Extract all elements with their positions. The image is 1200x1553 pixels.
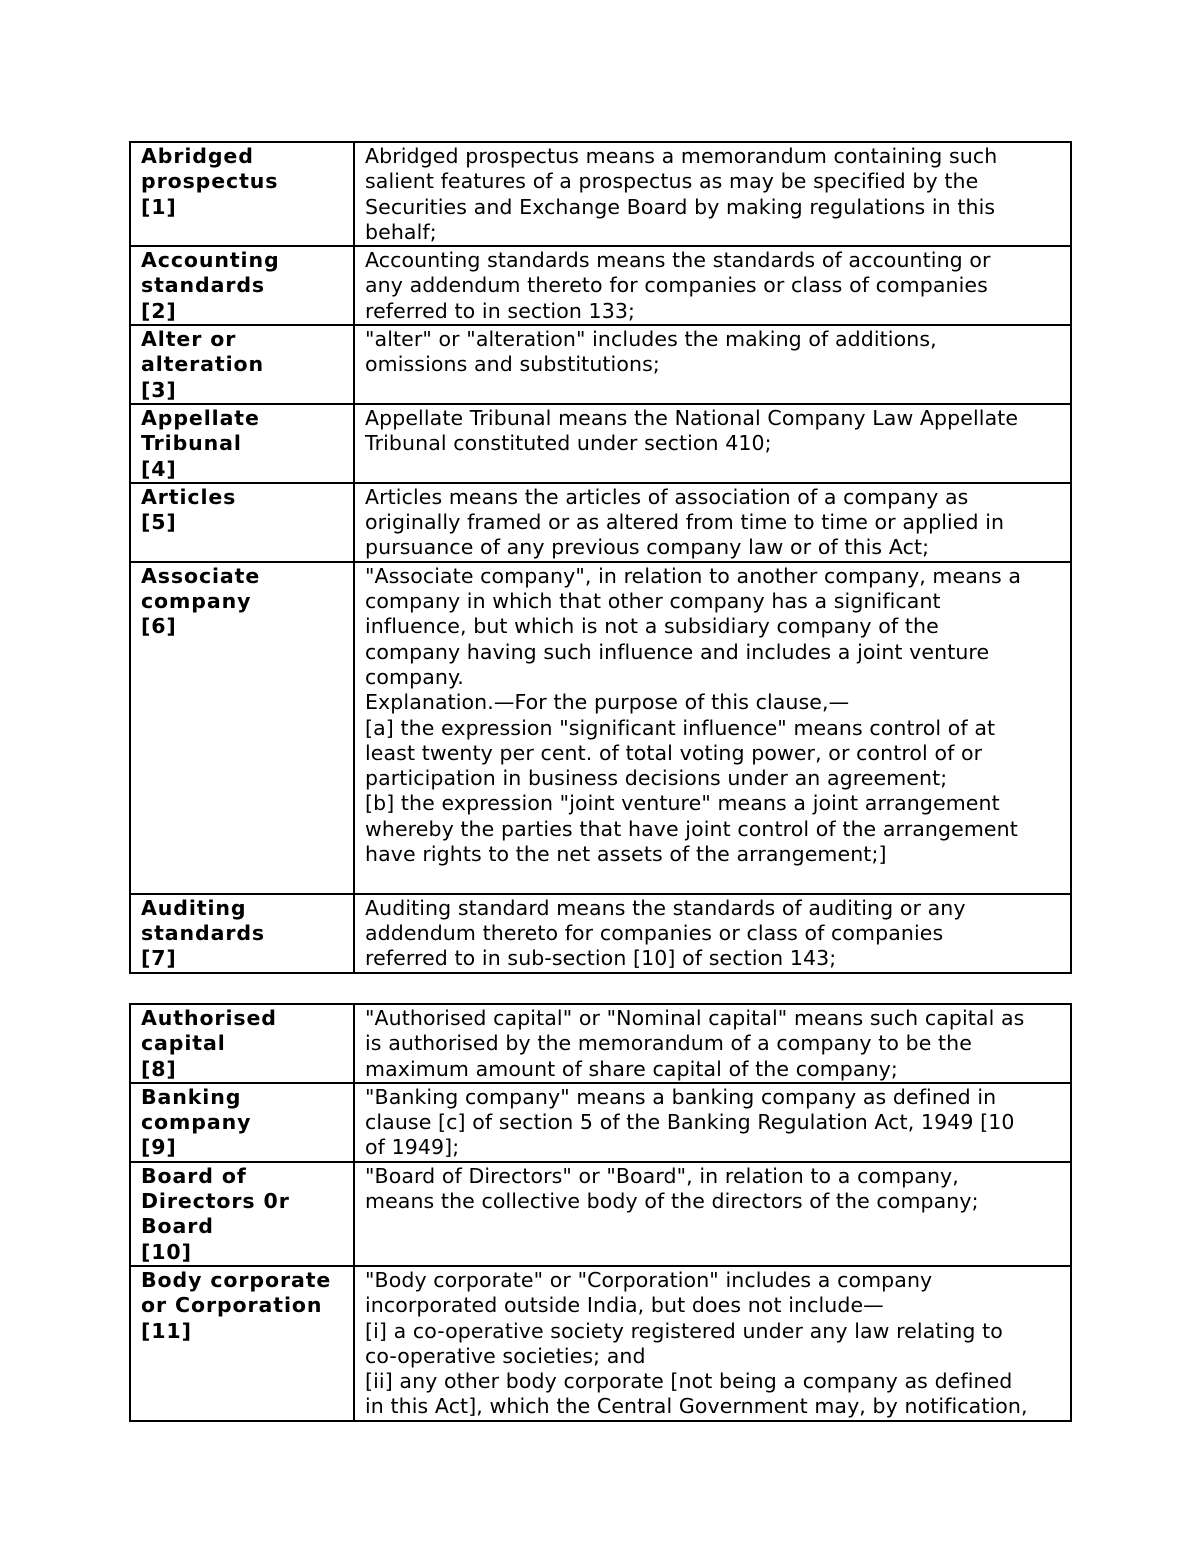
definition-line: company.: [365, 664, 464, 689]
term-cell: [130, 246, 354, 325]
definition-line: referred to in sub-section [10] of section 143;: [365, 946, 837, 971]
definition-line: "Authorised capital" or "Nominal capital" means such capital as: [365, 1006, 1025, 1030]
definition-cell: [354, 894, 1071, 973]
term-cell: [130, 325, 354, 404]
term-line: [1]: [141, 194, 177, 219]
term-line: Board: [141, 1214, 214, 1239]
definition-line: have rights to the net assets of the arrangement;]: [365, 842, 887, 867]
definition-line: [ii] any other body corporate [not being a company as defined: [365, 1369, 1013, 1394]
term-cell: [130, 483, 354, 562]
definition-line: [b] the expression "joint venture" means a joint arrangement: [365, 791, 1000, 816]
term-line: Abridged: [141, 144, 254, 168]
term-line: Associate: [141, 563, 261, 588]
definition-cell: [354, 246, 1071, 325]
definition-cell: [354, 562, 1071, 894]
term-line: company: [141, 589, 252, 614]
term-line: [5]: [141, 510, 177, 535]
definition-line: originally framed or as altered from time to time or applied in: [365, 510, 1005, 535]
term-line: [11]: [141, 1318, 192, 1343]
definition-line: Articles means the articles of association of a company as: [365, 484, 969, 509]
definition-line: of 1949];: [365, 1135, 460, 1160]
definition-line: influence, but which is not a subsidiary company of the: [365, 614, 939, 639]
table-row: [130, 562, 1071, 894]
table-row: [130, 325, 1071, 404]
term-line: standards: [141, 920, 266, 945]
definition-line: company in which that other company has a significant: [365, 589, 941, 614]
term-line: [8]: [141, 1056, 177, 1081]
definition-cell: [354, 142, 1071, 246]
definition-line: whereby the parties that have joint control of the arrangement: [365, 816, 1018, 841]
definition-cell: [354, 1162, 1071, 1266]
definition-line: company having such influence and includes a joint venture: [365, 639, 990, 664]
definition-line: [i] a co-operative society registered under any law relating to: [365, 1318, 1003, 1343]
definition-cell: [354, 325, 1071, 404]
definition-line: [a] the expression "significant influence" means control of at: [365, 715, 996, 740]
definition-cell: [354, 404, 1071, 483]
definition-line: maximum amount of share capital of the company;: [365, 1056, 898, 1081]
definition-line: Appellate Tribunal means the National Company Law Appellate: [365, 405, 1019, 430]
definition-cell: [354, 1083, 1071, 1162]
definition-line: Auditing standard means the standards of auditing or any: [365, 895, 966, 920]
term-line: Board of: [141, 1163, 247, 1188]
definition-line: means the collective body of the directors of the company;: [365, 1189, 979, 1214]
definitions-table-2: [129, 1003, 1072, 1422]
table-row: [130, 1083, 1071, 1162]
term-line: Tribunal: [141, 431, 242, 456]
table-body: [130, 1004, 1071, 1421]
term-line: [6]: [141, 614, 177, 639]
definition-line: co-operative societies; and: [365, 1343, 646, 1368]
term-line: Banking: [141, 1084, 242, 1109]
definition-line: clause [c] of section 5 of the Banking Regulation Act, 1949 [10: [365, 1110, 1015, 1135]
term-cell: [130, 1266, 354, 1421]
definition-cell: [354, 1266, 1071, 1421]
table-row: [130, 404, 1071, 483]
definition-line: "alter" or "alteration" includes the making of additions,: [365, 327, 937, 352]
definition-line: "Board of Directors" or "Board", in relation to a company,: [365, 1163, 959, 1188]
definition-line: Securities and Exchange Board by making regulations in this: [365, 194, 996, 219]
term-line: Authorised: [141, 1006, 277, 1030]
term-cell: [130, 404, 354, 483]
term-line: Directors 0r: [141, 1189, 290, 1214]
term-line: Body corporate: [141, 1267, 332, 1292]
term-line: Appellate: [141, 405, 260, 430]
term-line: [2]: [141, 298, 177, 323]
term-line: [9]: [141, 1135, 177, 1160]
definition-cell: [354, 1004, 1071, 1083]
definition-line: referred to in section 133;: [365, 298, 635, 323]
term-cell: [130, 1004, 354, 1083]
definition-line: "Banking company" means a banking company as defined in: [365, 1084, 997, 1109]
definition-line: behalf;: [365, 219, 437, 244]
term-line: Accounting: [141, 248, 280, 273]
term-line: prospectus: [141, 169, 279, 194]
definition-line: "Body corporate" or "Corporation" includes a company: [365, 1267, 933, 1292]
table-row: [130, 246, 1071, 325]
table-row: [130, 483, 1071, 562]
term-line: Articles: [141, 484, 237, 509]
term-line: alteration: [141, 352, 265, 377]
term-line: Auditing: [141, 895, 247, 920]
definition-line: "Associate company", in relation to another company, means a: [365, 563, 1022, 588]
definition-line: [365, 867, 1062, 892]
definitions-table-1: [129, 141, 1072, 974]
term-cell: [130, 1162, 354, 1266]
table-row: [130, 1266, 1071, 1421]
term-line: [7]: [141, 946, 177, 971]
definition-line: Explanation.—For the purpose of this clause,—: [365, 690, 850, 715]
term-line: company: [141, 1110, 252, 1135]
definition-line: Tribunal constituted under section 410;: [365, 431, 772, 456]
definition-line: omissions and substitutions;: [365, 352, 660, 377]
term-cell: [130, 1083, 354, 1162]
term-line: [4]: [141, 456, 177, 481]
definition-line: in this Act], which the Central Government may, by notification,: [365, 1394, 1028, 1419]
table-row: [130, 1162, 1071, 1266]
definition-line: Accounting standards means the standards of accounting or: [365, 248, 991, 273]
definition-line: salient features of a prospectus as may be specified by the: [365, 169, 979, 194]
table-body: [130, 142, 1071, 973]
definition-line: any addendum thereto for companies or class of companies: [365, 273, 988, 298]
term-line: [3]: [141, 377, 177, 402]
term-line: or Corporation: [141, 1293, 323, 1318]
definition-line: incorporated outside India, but does not include—: [365, 1293, 884, 1318]
table-row: [130, 1004, 1071, 1083]
term-line: Alter or: [141, 327, 237, 352]
term-line: [10]: [141, 1239, 192, 1264]
definition-line: pursuance of any previous company law or of this Act;: [365, 535, 930, 560]
definition-line: least twenty per cent. of total voting power, or control of or: [365, 740, 983, 765]
definition-line: is authorised by the memorandum of a company to be the: [365, 1031, 972, 1056]
term-line: standards: [141, 273, 266, 298]
definition-line: addendum thereto for companies or class of companies: [365, 920, 944, 945]
definition-line: Abridged prospectus means a memorandum containing such: [365, 144, 998, 168]
definition-line: participation in business decisions under an agreement;: [365, 766, 948, 791]
term-line: capital: [141, 1031, 226, 1056]
definition-cell: [354, 483, 1071, 562]
term-cell: [130, 142, 354, 246]
table-row: [130, 142, 1071, 246]
term-cell: [130, 894, 354, 973]
table-row: [130, 894, 1071, 973]
term-cell: [130, 562, 354, 894]
